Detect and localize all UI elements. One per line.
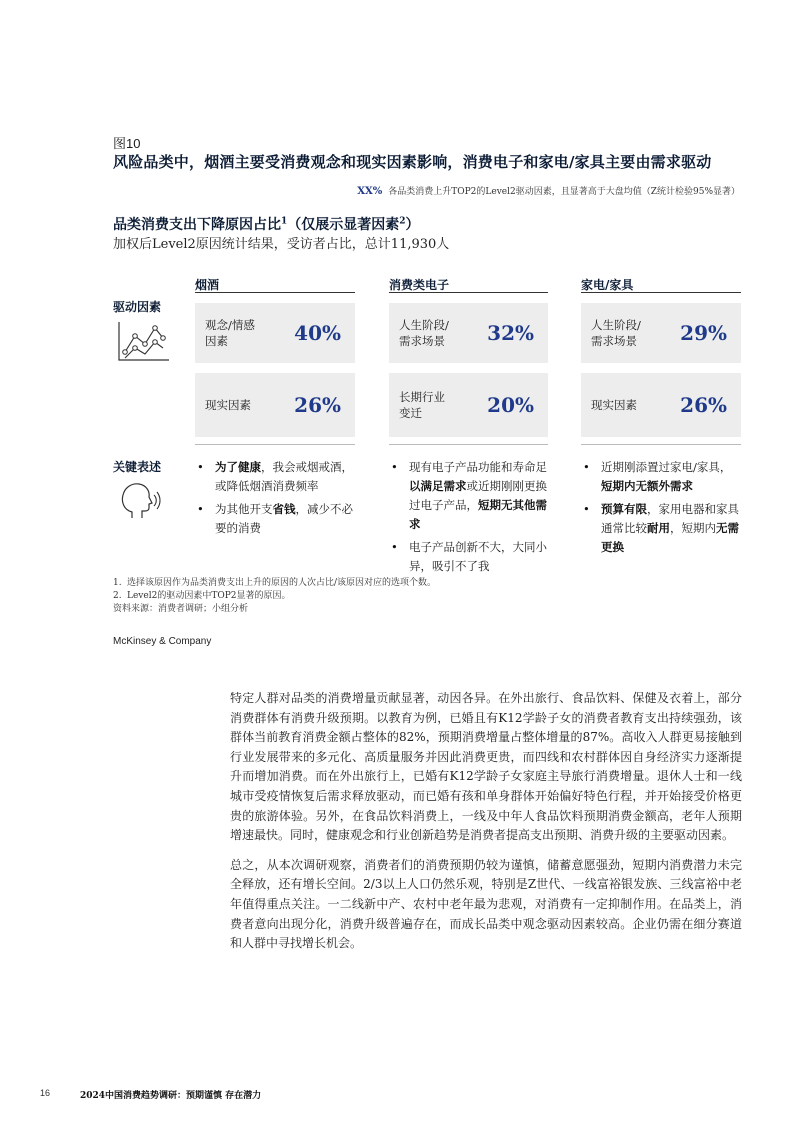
column-header-electronics: 消费类电子	[389, 278, 450, 292]
section-rule	[389, 444, 548, 445]
factor-box	[195, 303, 355, 363]
factor-label-line: 现实因素	[591, 398, 637, 412]
factor-label-line: 需求场景	[399, 334, 445, 348]
factor-box	[195, 373, 355, 437]
section-rule	[581, 444, 741, 445]
factor-label-line: 长期行业	[399, 390, 445, 404]
footer-title: 2024中国消费趋势调研：预期谨慎 存在潜力	[80, 1091, 262, 1101]
subtitle-close: ）	[405, 217, 420, 233]
quote-bold: 省钱	[272, 502, 296, 516]
column-rule	[195, 292, 355, 293]
legend-marker: XX%	[357, 186, 383, 197]
quote-item	[583, 458, 741, 496]
footnote	[113, 590, 436, 603]
quote-list	[197, 458, 355, 542]
factor-label	[399, 317, 449, 349]
factor-value: 26%	[294, 393, 341, 417]
factor-label-line: 观念/情感	[205, 318, 255, 332]
quote-bold: 短期无其他需求	[409, 498, 547, 531]
factor-value: 29%	[680, 321, 727, 345]
column-header-appliances: 家电/家具	[581, 278, 634, 292]
footnote-text: 选择该原因作为品类消费支出上升的原因的人次占比/该原因对应的选项个数。	[127, 578, 437, 588]
footnote-number: 1.	[113, 578, 122, 588]
factor-label-line: 人生阶段/	[399, 318, 449, 332]
factor-label	[591, 397, 637, 413]
quote-text: ，家用电器和家具通常比较	[601, 502, 739, 535]
factor-label-line: 需求场景	[591, 334, 637, 348]
factor-value: 20%	[487, 393, 534, 417]
quote-text: 现有电子产品功能和寿命足	[409, 460, 547, 474]
quote-bold: 短期内无额外需求	[601, 479, 693, 493]
chart-subnote: 加权后Level2原因统计结果，受访者占比，总计11,930人	[113, 237, 450, 252]
quote-bold: 无需更换	[601, 521, 739, 554]
quote-item	[391, 538, 548, 576]
factor-label-line: 现实因素	[205, 398, 251, 412]
speaking-head-icon	[116, 478, 164, 526]
factor-box	[389, 373, 548, 437]
body-text	[230, 689, 742, 964]
factor-label-line: 因素	[205, 334, 228, 348]
source-line: 资料来源：消费者调研；小组分析	[113, 604, 249, 614]
quote-text: ，我会戒烟戒酒，或降低烟酒消费频率	[215, 460, 353, 493]
brand-name: McKinsey & Company	[113, 636, 212, 647]
quote-text: ，短期内	[670, 521, 716, 535]
column-rule	[581, 292, 741, 293]
row-label-quotes: 关键表述	[113, 460, 162, 474]
quote-text: 近期刚添置过家电/家具，	[601, 460, 732, 474]
quote-item	[197, 500, 355, 538]
factor-box	[581, 373, 741, 437]
figure-title: 风险品类中，烟酒主要受消费观念和现实因素影响，消费电子和家电/家具主要由需求驱动	[113, 153, 712, 171]
footnote-number: 2.	[113, 591, 122, 601]
quote-text: ，减少不必要的消费	[215, 502, 353, 535]
subtitle-paren: （仅展示显著因素	[287, 217, 400, 233]
factor-label-line: 变迁	[399, 406, 422, 420]
factor-label	[399, 389, 445, 421]
factor-label	[205, 397, 251, 413]
factor-box	[389, 303, 548, 363]
factor-value: 26%	[680, 393, 727, 417]
figure-label: 图10	[113, 136, 141, 151]
factor-value: 40%	[294, 321, 341, 345]
quote-list	[583, 458, 741, 561]
page-number: 16	[40, 1088, 51, 1098]
quote-item	[583, 500, 741, 557]
footnote	[113, 577, 436, 590]
quote-item	[197, 458, 355, 496]
quote-bold: 耐用	[647, 521, 670, 535]
body-paragraph: 总之，从本次调研观察，消费者们的消费预期仍较为谨慎，储蓄意愿强劲，短期内消费潜力未完全释放，还有增长空间。2/3以上人口仍然乐观，特别是Z世代、一线富裕银发族、三线富裕中老年值得重点关注。一二线新中产、农村中老年最为悲观，对消费有一定抑制作用。在品类上，消费者意向出现分化，消费升级普遍存在，而成长品类中观念驱动因素较高。企业仍需在细分赛道和人群中寻找增长机会。	[230, 857, 742, 951]
quote-item	[391, 458, 548, 534]
legend-line	[300, 184, 740, 197]
footnotes	[113, 577, 436, 616]
line-chart-icon	[113, 318, 173, 364]
factor-label	[205, 317, 255, 349]
quote-text: 电子产品创新不大，大同小异，吸引不了我	[409, 540, 547, 573]
quote-text: 为其他开支	[215, 502, 273, 516]
quote-bold: 以满足需求	[409, 479, 467, 493]
factor-label-line: 人生阶段/	[591, 318, 641, 332]
footnote-text: Level2的驱动因素中TOP2显著的原因。	[127, 591, 291, 601]
subtitle-sup1: 1	[281, 216, 288, 227]
quote-text: 或近期刚刚更换过电子产品，	[409, 479, 547, 512]
factor-value: 32%	[487, 321, 534, 345]
quote-bold: 为了健康	[215, 460, 261, 474]
quote-bold: 预算有限	[601, 502, 647, 516]
factor-box	[581, 303, 741, 363]
column-rule	[389, 292, 548, 293]
subtitle-text: 品类消费支出下降原因占比	[113, 217, 281, 233]
subtitle-sup2: 2	[399, 216, 406, 227]
quote-list	[391, 458, 548, 580]
legend-text: 各品类消费上升TOP2的Level2驱动因素，且显著高于大盘均值（Z统计检验95%显著）	[388, 187, 740, 197]
row-label-drivers: 驱动因素	[113, 300, 162, 314]
column-header-tobacco: 烟酒	[195, 278, 220, 292]
chart-subtitle	[113, 214, 420, 234]
body-paragraph: 特定人群对品类的消费增量贡献显著，动因各异。在外出旅行、食品饮料、保健及衣着上，部分消费群体有消费升级预期。以教育为例，已婚且有K12学龄子女的消费者教育支出持续强劲，该群体当前教育消费金额占整体的82%，预期消费增量占整体增量的87%。高收入人群更易接触到行业发展带来的多元化、高质量服务并因此消费更贵，而四线和农村群体因自身经济实力逐渐提升而增加消费。而在外出旅行上，已婚有K12学龄子女家庭主导旅行消费增量。退休人士和一线城市受疫情恢复后需求释放驱动，而已婚有孩和单身群体开始偏好特色行程，并开始接受价格更贵的旅游体验。另外，在食品饮料消费上，一线及中年人食品饮料预期消费金额高，老年人预期增速最快。同时，健康观念和行业创新趋势是消费者提高支出预期、消费升级的主要驱动因素。	[230, 691, 742, 843]
section-rule	[195, 444, 355, 445]
factor-label	[591, 317, 641, 349]
